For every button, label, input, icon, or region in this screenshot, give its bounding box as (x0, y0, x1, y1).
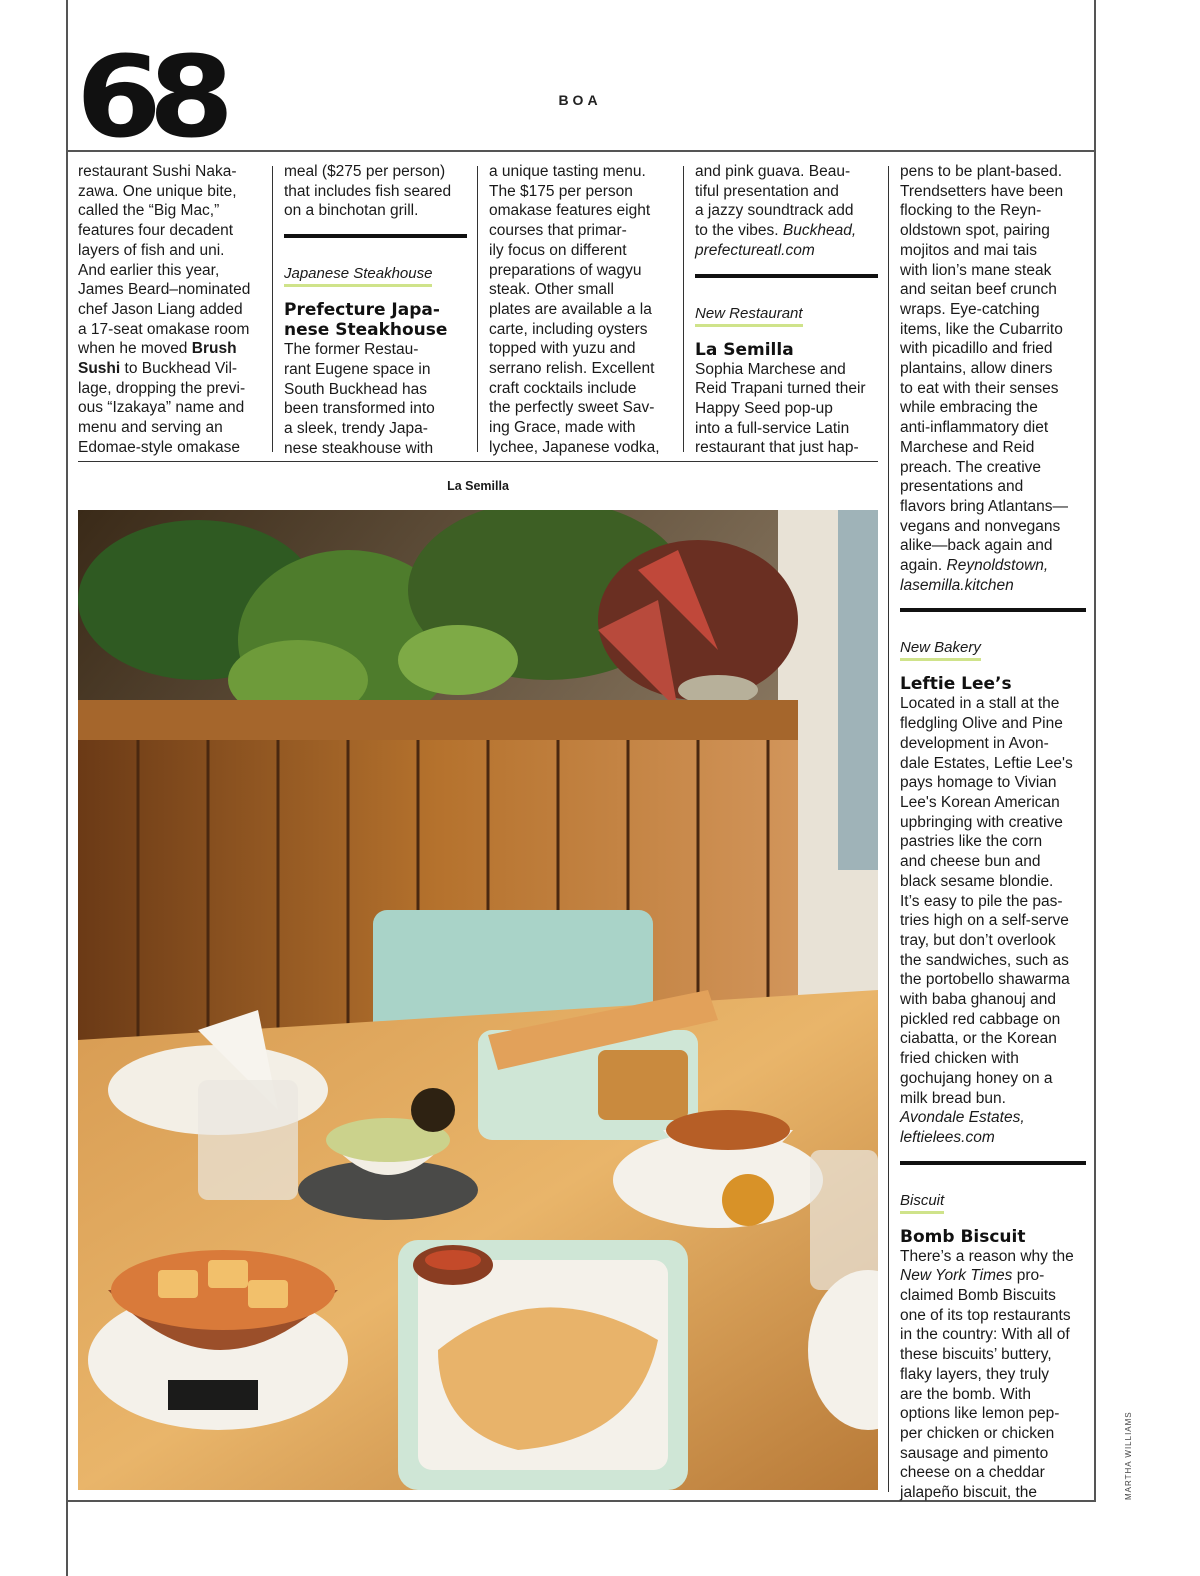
text-line (900, 556, 1086, 576)
text-line: flaky layers, they truly (900, 1365, 1050, 1383)
restaurant-photo (78, 510, 878, 1490)
venue-heading: Bomb Biscuit (900, 1226, 1026, 1247)
text-line: mojitos and mai tais (900, 241, 1037, 259)
text-line: the sandwiches, such as (900, 951, 1069, 969)
text-line: with baba ghanouj and (900, 991, 1056, 1009)
photo-caption: La Semilla (447, 479, 509, 493)
text-line: a jazzy soundtrack add (695, 202, 854, 220)
text-line: Sophia Marchese and (695, 360, 846, 378)
article-column-5 (900, 162, 1086, 1503)
text-line: dale Estates, Leftie Lee's (900, 754, 1073, 772)
text-line: to eat with their senses (900, 379, 1059, 397)
text-line: cheese on a cheddar (900, 1464, 1045, 1482)
text-line: Marchese and Reid (900, 438, 1035, 456)
text-line: vegans and nonvegans (900, 517, 1061, 535)
text-line: presentations and (900, 478, 1024, 496)
text-line: into a full-service Latin (695, 419, 850, 437)
text-line: lychee, Japanese vodka, (489, 438, 660, 456)
text-line: that includes fish seared (284, 182, 452, 200)
text-line: a 17-seat omakase room (78, 320, 250, 338)
text-line: flocking to the Reyn- (900, 202, 1042, 220)
text-line: with picadillo and fried (900, 340, 1053, 358)
text-span: again. (900, 557, 947, 575)
text-line: It’s easy to pile the pas- (900, 892, 1063, 910)
text-line: called the “Big Mac,” (78, 202, 220, 220)
text-line: Lee's Korean American (900, 793, 1060, 811)
text-line: There’s a reason why the (900, 1247, 1074, 1265)
text-line: omakase features eight (489, 202, 651, 220)
text-line: The $175 per person (489, 182, 633, 200)
text-line: one of its top restaurants (900, 1306, 1071, 1324)
photo-credit: MARTHA WILLIAMS (1124, 1411, 1133, 1500)
section-tag: Japanese Steakhouse (284, 265, 432, 287)
text-line: topped with yuzu and (489, 340, 636, 358)
text-line: oldstown spot, pairing (900, 222, 1050, 240)
text-line: are the bomb. With (900, 1385, 1031, 1403)
text-line: per chicken or chicken (900, 1424, 1055, 1442)
text-line: anti-inflammatory diet (900, 419, 1049, 437)
text-line (78, 359, 268, 379)
text-span: when he moved (78, 340, 192, 358)
text-line (78, 339, 268, 359)
text-line: items, like the Cubarrito (900, 320, 1063, 338)
text-line: preparations of wagyu (489, 261, 642, 279)
publication-italic: New York Times (900, 1267, 1013, 1285)
text-line: alike—back again and (900, 537, 1053, 555)
article-column-2 (284, 162, 467, 458)
text-line: pastries like the corn (900, 833, 1043, 851)
section-tag: Biscuit (900, 1192, 944, 1214)
page-number: 68 (76, 33, 222, 163)
section-rule (284, 234, 467, 238)
text-line: The former Restau- (284, 341, 419, 359)
text-line: carte, including oysters (489, 320, 648, 338)
page-frame-left (66, 0, 68, 1576)
section-title: BOA (558, 92, 602, 108)
text-line: with lion’s mane steak (900, 261, 1052, 279)
venue-heading: Prefecture Japa- (284, 300, 440, 321)
location-italic: Buckhead, (782, 222, 857, 240)
text-line: layers of fish and uni. (78, 241, 225, 259)
section-tag: New Bakery (900, 639, 981, 661)
text-line: restaurant Sushi Naka- (78, 163, 237, 180)
text-line: plantains, allow diners (900, 360, 1053, 378)
text-line: tries high on a self-serve (900, 912, 1069, 930)
text-line: pays homage to Vivian (900, 774, 1057, 792)
text-span: pro- (1012, 1267, 1045, 1285)
article-column-1 (78, 162, 268, 458)
text-line: rant Eugene space in (284, 360, 431, 378)
text-line: Reid Trapani turned their (695, 380, 866, 398)
text-line: lage, dropping the previ- (78, 379, 246, 397)
text-line: milk bread bun. (900, 1089, 1006, 1107)
text-line: upbringing with creative (900, 813, 1063, 831)
text-line: the perfectly sweet Sav- (489, 399, 655, 417)
text-line (900, 1266, 1086, 1286)
text-line: claimed Bomb Biscuits (900, 1287, 1056, 1305)
venue-heading: Leftie Lee’s (900, 674, 1012, 695)
text-line: tiful presentation and (695, 182, 839, 200)
text-line: menu and serving an (78, 419, 223, 437)
text-line: and pink guava. Beau- (695, 163, 851, 180)
text-line: these biscuits’ buttery, (900, 1346, 1052, 1364)
text-line: flavors bring Atlantans— (900, 497, 1069, 515)
text-line: zawa. One unique bite, (78, 182, 237, 200)
text-line: Located in a stall at the (900, 695, 1060, 713)
text-span: to the vibes. (695, 222, 783, 240)
column-divider (477, 166, 478, 452)
text-line: a unique tasting menu. (489, 163, 646, 180)
text-line: ing Grace, made with (489, 419, 636, 437)
text-line: Trendsetters have been (900, 182, 1064, 200)
text-line: sausage and pimento (900, 1444, 1049, 1462)
text-line: been transformed into (284, 400, 435, 418)
text-line: development in Avon- (900, 734, 1049, 752)
restaurant-name-bold: Brush (191, 340, 237, 358)
article-column-4 (695, 162, 878, 458)
text-line: serrano relish. Excellent (489, 360, 655, 378)
photo-top-rule (78, 461, 878, 462)
text-line: plates are available a la (489, 300, 652, 318)
text-line: while embracing the (900, 399, 1038, 417)
text-line: restaurant that just hap- (695, 439, 859, 457)
text-line: courses that primar- (489, 222, 627, 240)
photo-illustration (78, 510, 878, 1490)
location-italic: Avondale Estates, (900, 1109, 1025, 1127)
venue-heading: La Semilla (695, 339, 794, 360)
text-line: jalapeño biscuit, the (900, 1484, 1038, 1502)
text-line: steak. Other small (489, 281, 614, 299)
text-line: pens to be plant-based. (900, 163, 1063, 180)
section-tag: New Restaurant (695, 305, 803, 327)
text-span: to Buckhead Vil- (120, 360, 238, 378)
restaurant-name-bold: Sushi (78, 360, 121, 378)
text-line: ciabatta, or the Korean (900, 1030, 1057, 1048)
text-line: ily focus on different (489, 241, 627, 259)
text-line: tray, but don’t overlook (900, 931, 1056, 949)
column-divider (888, 166, 889, 1492)
text-line: nese steakhouse with (284, 439, 434, 457)
website-link[interactable]: lasemilla.kitchen (900, 576, 1014, 594)
text-line: black sesame blondie. (900, 872, 1054, 890)
section-rule (900, 1161, 1086, 1165)
text-line: the portobello shawarma (900, 971, 1070, 989)
text-line: gochujang honey on a (900, 1069, 1053, 1087)
text-line: Edomae-style omakase (78, 438, 240, 456)
text-line: Happy Seed pop-up (695, 399, 833, 417)
text-line: ous “Izakaya” name and (78, 399, 245, 417)
text-line: chef Jason Liang added (78, 300, 243, 318)
text-line (695, 221, 878, 241)
text-line: options like lemon pep- (900, 1405, 1060, 1423)
text-line: South Buckhead has (284, 380, 428, 398)
text-line: in the country: With all of (900, 1326, 1070, 1344)
text-line: and seitan beef crunch (900, 281, 1057, 299)
text-line: meal ($275 per person) (284, 163, 446, 180)
text-line: preach. The creative (900, 458, 1042, 476)
location-italic: Reynoldstown, (946, 557, 1049, 575)
website-link[interactable]: prefectureatl.com (695, 241, 815, 259)
text-line: a sleek, trendy Japa- (284, 419, 428, 437)
venue-heading: nese Steakhouse (284, 320, 448, 341)
column-divider (683, 166, 684, 452)
website-link[interactable]: leftielees.com (900, 1128, 995, 1146)
section-rule (900, 608, 1086, 612)
section-rule (695, 274, 878, 278)
text-line: fried chicken with (900, 1050, 1019, 1068)
text-line: and cheese bun and (900, 853, 1041, 871)
text-line: craft cocktails include (489, 379, 637, 397)
text-line: features four decadent (78, 222, 234, 240)
article-column-3 (489, 162, 677, 458)
text-line: wraps. Eye-catching (900, 300, 1040, 318)
column-divider (272, 166, 273, 452)
text-line: pickled red cabbage on (900, 1010, 1061, 1028)
text-line: on a binchotan grill. (284, 202, 419, 220)
page-frame-right (1094, 0, 1096, 1502)
text-line: And earlier this year, (78, 261, 220, 279)
text-line: fledgling Olive and Pine (900, 715, 1063, 733)
text-line: James Beard–nominated (78, 281, 251, 299)
